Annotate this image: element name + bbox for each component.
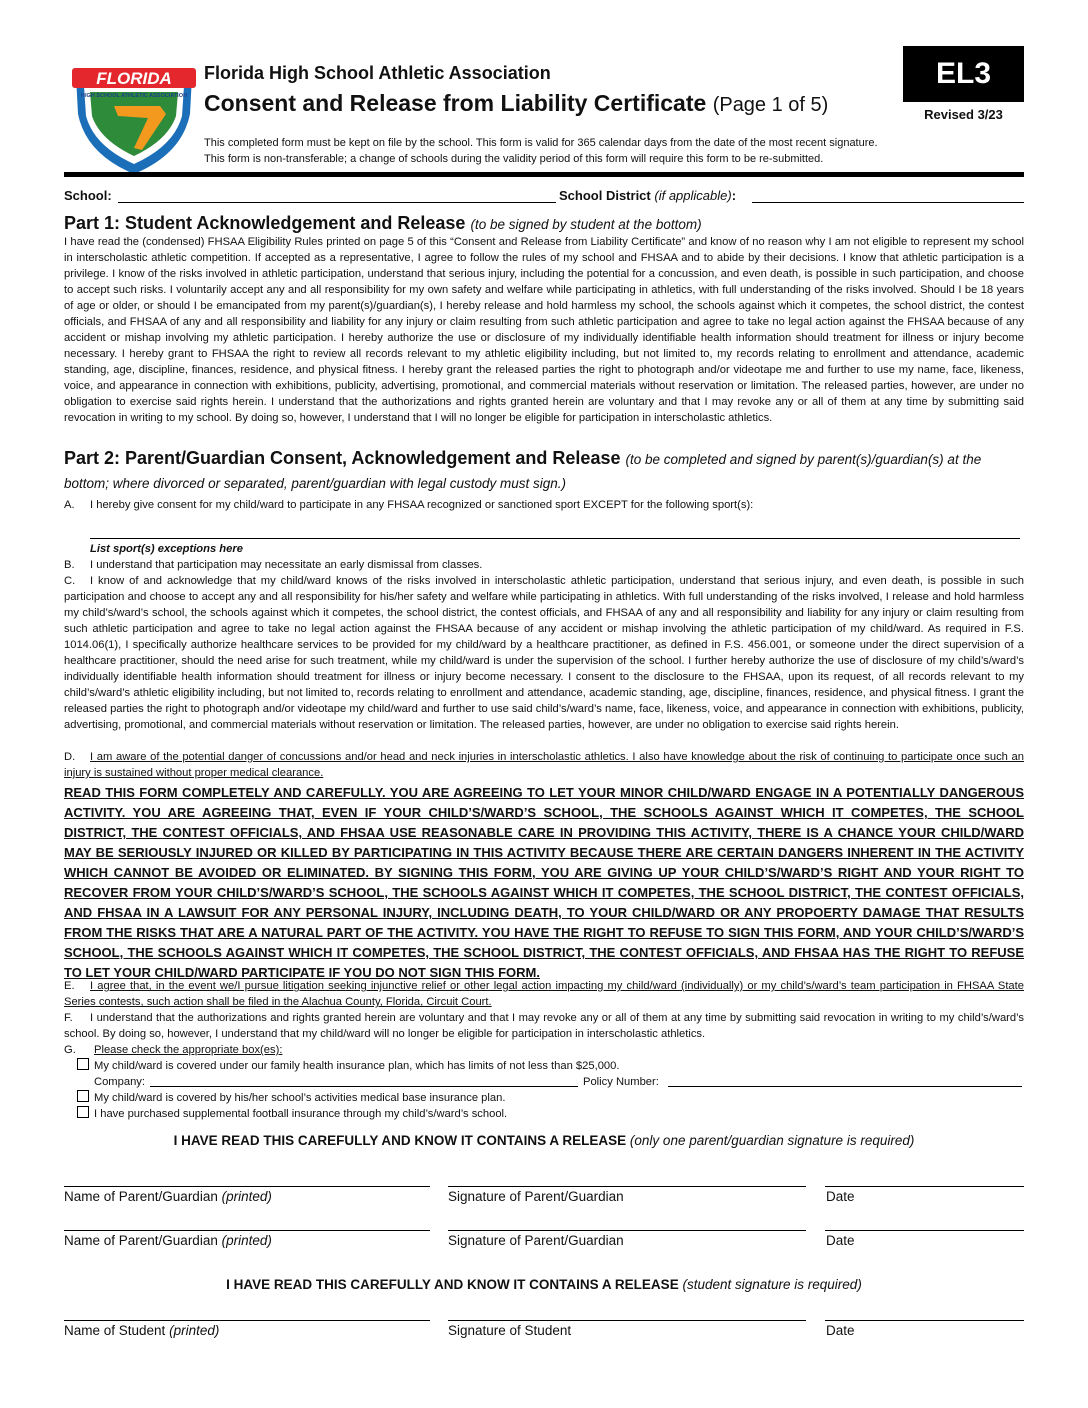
- date-label: Date: [826, 1323, 855, 1338]
- part1-note: (to be signed by student at the bottom): [470, 217, 702, 232]
- policy-number-label: Policy Number:: [583, 1076, 659, 1088]
- insurance-option-label: My child/ward is covered under our family health insurance plan, which has limits of not less than $25,000.: [94, 1060, 620, 1072]
- student-signature-line[interactable]: [448, 1320, 806, 1321]
- item-d: [64, 749, 1024, 781]
- parent-signature-line-1[interactable]: [448, 1186, 806, 1187]
- part1-heading: [64, 213, 702, 234]
- item-a: [64, 497, 1024, 513]
- item-letter: A.: [64, 499, 75, 511]
- item-b: [64, 557, 1024, 573]
- district-input[interactable]: [752, 186, 1024, 203]
- item-g: [64, 1042, 282, 1058]
- item-f: [64, 1010, 1024, 1042]
- item-d-text: I am aware of the potential danger of concussions and/or head and neck injuries in interscholastic athletics. I also have knowledge about the risk of continuing to participate once such an injury is sustained without proper medical clearance.: [64, 751, 1024, 779]
- part1-body: I have read the (condensed) FHSAA Eligibility Rules printed on page 5 of this “Consent and Release from Liability Certificate” and know of no reason why I am not eligible to represent my school in interscholastic athletic competition. If accepted as a representative, I agree to follow the rules of my school and FHSAA and to abide by their decisions. I know that athletic participation is a privilege. I know of the risks involved in athletic participation, understand that serious injury, including the potential for a concussion, and even death, is possible in such participation, and choose to accept such risks. I voluntarily accept any and all responsibility for my own safety and welfare while participating in athletics, with full understanding of the risks involved. Should I be 18 years of age or older, or should I be emancipated from my parent(s)/guardian(s), I hereby release and hold harmless my school, the schools against which it competes, the school district, the contest officials, and FHSAA of any and all responsibility and liability for any injury or claim resulting from such athletic participation and agree to take no legal action against the FHSAA because of any accident or mishap involving my athletic participation. I hereby authorize the use or disclosure of my individually identifiable health information should treatment for illness or injury become necessary. I hereby grant to FHSAA the right to review all records relevant to my athletic eligibility including, but not limited to, my records relating to enrollment and attendance, academic standing, age, discipline, finances, residence, and physical fitness. I hereby grant the released parties the right to photograph and/or videotape me and further to use my name, face, likeness, voice, and appearance in connection with exhibitions, publicity, advertising, promotional, and commercial materials without reservation or limitation. The released parties, however, are under no obligation to exercise said rights herein. I understand that the authorizations and rights granted herein are voluntary and that I may revoke any or all of them at any time by submitting said revocation in writing to my school. By doing so, however, I understand that I will no longer be eligible for participation in interscholastic athletics.: [64, 236, 1024, 424]
- part2-heading-text: Part 2: Parent/Guardian Consent, Acknowledgement and Release: [64, 448, 621, 468]
- parent-name-label: [64, 1189, 272, 1204]
- svg-text:HIGH SCHOOL ATHLETIC ASSOCIATI: HIGH SCHOOL ATHLETIC ASSOCIATION: [81, 93, 187, 99]
- checkbox[interactable]: [77, 1090, 89, 1102]
- parent-name-line-2[interactable]: [64, 1230, 430, 1231]
- revision-label: Revised 3/23: [924, 107, 1003, 122]
- district-colon: :: [731, 188, 737, 203]
- parent-name-label-text: Name of Parent/Guardian: [64, 1233, 218, 1248]
- checkbox[interactable]: [77, 1106, 89, 1118]
- item-g-text: Please check the appropriate box(es):: [94, 1044, 283, 1056]
- sport-exceptions-input[interactable]: [90, 524, 1020, 539]
- parent-release-heading: [64, 1133, 1024, 1148]
- student-release-heading: [64, 1277, 1024, 1292]
- svg-text:FLORIDA: FLORIDA: [96, 69, 172, 88]
- insurance-option-family[interactable]: [77, 1058, 619, 1074]
- item-a-text: I hereby give consent for my child/ward to participate in any FHSAA recognized or sanctioned sport EXCEPT for the following sport(s):: [90, 499, 754, 511]
- parent-name-label-text: Name of Parent/Guardian: [64, 1189, 218, 1204]
- company-input[interactable]: [150, 1074, 578, 1087]
- parent-name-line-1[interactable]: [64, 1186, 430, 1187]
- sport-exceptions-caption: List sport(s) exceptions here: [90, 543, 243, 555]
- date-label: Date: [826, 1233, 855, 1248]
- district-note: (if applicable): [654, 188, 732, 203]
- parent-signature-line-2[interactable]: [448, 1230, 806, 1231]
- parent-signature-label: Signature of Parent/Guardian: [448, 1189, 624, 1204]
- student-name-line[interactable]: [64, 1320, 430, 1321]
- printed-note: (printed): [169, 1323, 220, 1338]
- student-name-label: [64, 1323, 219, 1338]
- parent-release-note: (only one parent/guardian signature is required): [629, 1133, 915, 1148]
- item-b-text: I understand that participation may necessitate an early dismissal from classes.: [90, 559, 483, 571]
- organization-name: Florida High School Athletic Association: [204, 63, 551, 83]
- printed-note: (printed): [221, 1233, 272, 1248]
- school-label: School:: [64, 188, 112, 203]
- insurance-option-label: I have purchased supplemental football insurance through my child’s/ward’s school.: [94, 1108, 508, 1120]
- parent-release-heading-text: I HAVE READ THIS CAREFULLY AND KNOW IT CONTAINS A RELEASE: [173, 1133, 627, 1148]
- warning-paragraph: READ THIS FORM COMPLETELY AND CAREFULLY. YOU ARE AGREEING TO LET YOUR MINOR CHILD/WARD ENGAGE IN A POTENTIALLY DANGEROUS ACTIVITY. YOU ARE AGREEING THAT, EVEN IF YOUR CHILD’S/WARD’S SCHOOL, THE SCHOOLS AGAINST WHICH IT COMPETES, THE SCHOOL DISTRICT, THE CONTEST OFFICIALS, AND FHSAA USE REASONABLE CARE IN PROVIDING THIS ACTIVITY, THERE IS A CHANCE YOUR CHILD/WARD MAY BE SERIOUSLY INJURED OR KILLED BY PARTICIPATING IN THIS ACTIVITY BECAUSE THERE ARE CERTAIN DANGERS INHERENT IN THE ACTIVITY WHICH CANNOT BE AVOIDED OR ELIMINATED. BY SIGNING THIS FORM, YOU ARE GIVING UP YOUR CHILD’S/WARD’S RIGHT AND YOUR RIGHT TO RECOVER FROM YOUR CHILD’S/WARD’S SCHOOL, THE SCHOOLS AGAINST WHICH IT COMPETES, THE SCHOOL DISTRICT, THE CONTEST OFFICIALS, AND FHSAA IN A LAWSUIT FOR ANY PERSONAL INJURY, INCLUDING DEATH, TO YOUR CHILD/WARD OR ANY PROPOERTY DAMAGE THAT RESULTS FROM THE RISKS THAT ARE A NATURAL PART OF THE ACTIVITY. YOU HAVE THE RIGHT TO REFUSE TO SIGN THIS FORM, AND YOUR CHILD’S/WARD’S SCHOOL, THE SCHOOLS AGAINST WHICH IT COMPETES, THE SCHOOL DISTRICT, THE CONTEST OFFICIALS, AND FHSAA HAS THE RIGHT TO REFUSE TO LET YOUR CHILD/WARD PARTICIPATE IF YOU DO NOT SIGN THIS FORM.: [64, 785, 1024, 980]
- form-title-text: Consent and Release from Liability Certificate: [204, 90, 707, 116]
- student-release-note: (student signature is required): [682, 1277, 862, 1292]
- item-c: [64, 573, 1024, 733]
- form-title: [204, 90, 828, 117]
- part2-note: (to be completed and signed by parent(s)/guardian(s) at the bottom; where divorced or separated, parent/guardian with legal custody must sign.): [64, 452, 982, 491]
- insurance-option-label: My child/ward is covered by his/her school’s activities medical base insurance plan.: [94, 1092, 506, 1104]
- company-label: Company:: [94, 1076, 145, 1088]
- date-label: Date: [826, 1189, 855, 1204]
- item-e: [64, 978, 1024, 1010]
- item-letter: G.: [64, 1044, 76, 1056]
- parent-signature-label: Signature of Parent/Guardian: [448, 1233, 624, 1248]
- item-letter: D.: [64, 751, 76, 763]
- part2-heading: [64, 447, 1024, 495]
- insurance-option-football[interactable]: [77, 1106, 507, 1122]
- form-code-badge: EL3: [903, 46, 1024, 102]
- item-letter: B.: [64, 559, 75, 571]
- page-indicator: (Page 1 of 5): [712, 94, 829, 116]
- school-row: [64, 186, 1024, 206]
- school-input[interactable]: [118, 186, 556, 203]
- header-divider: [64, 172, 1024, 177]
- parent-date-line-1[interactable]: [825, 1186, 1024, 1187]
- student-signature-label: Signature of Student: [448, 1323, 572, 1338]
- part1-heading-text: Part 1: Student Acknowledgement and Release: [64, 213, 466, 233]
- student-name-label-text: Name of Student: [64, 1323, 166, 1338]
- parent-name-label: [64, 1233, 272, 1248]
- parent-date-line-2[interactable]: [825, 1230, 1024, 1231]
- student-date-line[interactable]: [825, 1320, 1024, 1321]
- printed-note: (printed): [221, 1189, 272, 1204]
- item-e-text: I agree that, in the event we/I pursue litigation seeking injunctive relief or other legal action impacting my child/ward (individually) or my child’s/ward’s team participation in FHSAA State Series contests, such action shall be filed in the Alachua County, Florida, Circuit Court.: [64, 980, 1024, 1008]
- item-letter: E.: [64, 980, 75, 992]
- checkbox[interactable]: [77, 1058, 89, 1070]
- insurance-option-school[interactable]: [77, 1090, 505, 1106]
- item-letter: C.: [64, 575, 76, 587]
- validity-notice: [204, 135, 1004, 167]
- notice-line: This form is non-transferable; a change of schools during the validity period of this form will require this form to be re-submitted.: [204, 153, 824, 165]
- notice-line: This completed form must be kept on file by the school. This form is valid for 365 calendar days from the date of the most recent signature.: [204, 137, 878, 149]
- district-label-text: School District: [559, 188, 651, 203]
- student-release-heading-text: I HAVE READ THIS CAREFULLY AND KNOW IT CONTAINS A RELEASE: [226, 1277, 679, 1292]
- fhsaa-logo: [70, 62, 198, 176]
- item-letter: F.: [64, 1012, 73, 1024]
- item-c-text: I know of and acknowledge that my child/ward knows of the risks involved in interscholastic athletic participation, understand that serious injury, and even death, is possible in such participation and choose to accept any and all responsibility for his/her safety and welfare while participating in athletics. With full understanding of the risks involved, I release and hold harmless my child’s/ward’s school, the schools against which it competes, the school district, the contest officials, and FHSAA of any and all responsibility and liability for any injury or claim resulting from such athletic participation and agree to take no legal action against the FHSAA because of any accident or mishap involving the athletic participation of my child/ward. As required in F.S. 1014.06(1), I specifically authorize healthcare services to be provided for my child/ward by a healthcare practitioner, as defined in F.S. 456.001, or someone under the direct supervision of a healthcare practitioner, should the need arise for such treatment, while my child/ward is under the supervision of the school. I further hereby authorize the use of disclosure of my child’s/ward’s individually identifiable health information should treatment for illness or injury become necessary. I consent to the disclosure to the FHSAA, upon its request, of all records relevant to my child’s/ward’s athletic eligibility including, but not limited to, records relating to enrollment and attendance, academic standing, age, discipline, finances, residence, and physical fitness. I grant the released parties the right to photograph and/or videotape my child/ward and further to use said child’s/ward’s name, face, likeness, voice, and appearance in connection with exhibitions, publicity, advertising, promotional, and commercial materials without reservation or limitation. The released parties, however, are under no obligation to exercise said rights herein.: [64, 575, 1024, 731]
- district-label: [559, 188, 736, 203]
- item-f-text: I understand that the authorizations and rights granted herein are voluntary and that I may revoke any or all of them at any time by submitting said revocation in writing to my child’s/ward’s school. By doing so, however, I understand that my child/ward will no longer be eligible for participation in interscholastic athletics.: [64, 1012, 1024, 1040]
- policy-number-input[interactable]: [668, 1074, 1022, 1087]
